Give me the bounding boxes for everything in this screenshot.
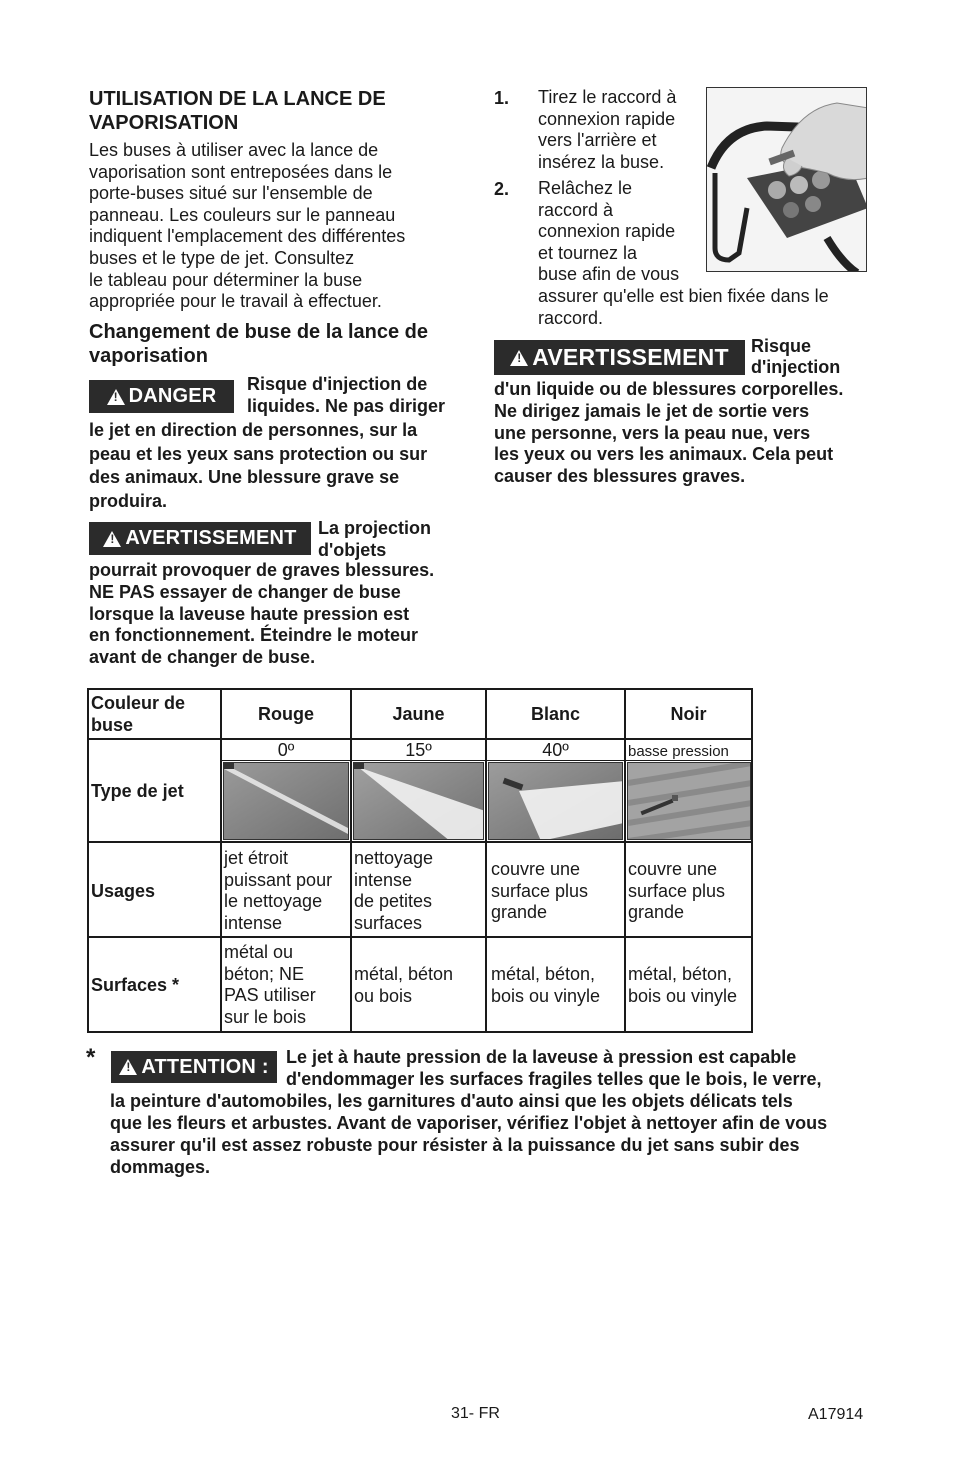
step-number: 2. <box>494 179 510 199</box>
table-rule <box>89 841 751 843</box>
subsection-title: Changement de buse de la lance de vaporisation <box>89 321 428 367</box>
usage-cell: couvre une surface plus grande <box>628 859 726 923</box>
column-header-jaune: Jaune <box>392 704 445 724</box>
footnote-star: * <box>86 1044 96 1071</box>
document-code: A17914 <box>808 1406 864 1423</box>
danger-side-text: Risque d'injection de liquides. Ne pas diriger <box>247 374 446 416</box>
spray-photo-low <box>627 762 751 840</box>
column-header-rouge: Rouge <box>258 704 314 724</box>
step-2-text: Relâchez le raccord à connexion rapide et tournez la buse afin de vous assurer qu'elle est bien fixée dans le raccord. <box>538 178 829 328</box>
nozzle-table <box>87 688 753 1033</box>
surface-cell: métal ou béton; NE PAS utiliser sur le bois <box>224 942 316 1027</box>
intro-paragraph: Les buses à utiliser avec la lance de vaporisation sont entreposées dans le porte-buses situé sur l'ensemble de panneau. Les couleurs sur le panneau indiquent l'emplacement des différentes buses et le type de jet. Consultez le tableau pour déterminer la buse appropriée pour le travail à effectuer. <box>89 140 406 312</box>
warning-badge-left: ! AVERTISSEMENT <box>89 522 311 555</box>
surface-cell: métal, béton ou bois <box>354 964 454 1006</box>
spray-0deg-image <box>224 763 349 840</box>
warning-left-side-text: La projection d'objets <box>318 518 432 560</box>
table-corner-header: Couleur de buse <box>91 693 186 735</box>
usage-cell: nettoyage intense de petites surfaces <box>354 848 434 933</box>
surface-cell: métal, béton, bois ou vinyle <box>491 964 601 1006</box>
warning-left-text: pourrait provoquer de graves blessures. NE PAS essayer de changer de buse lorsque la laveuse haute pression est en fonctionnement. Éteindre le moteur avant de changer de buse. <box>89 560 435 668</box>
warning-triangle-icon <box>107 389 125 405</box>
surface-cell: métal, béton, bois ou vinyle <box>628 964 738 1006</box>
warning-right-text: d'un liquide ou de blessures corporelles. Ne dirigez jamais le jet de sortie vers une personne, vers la peau nue, vers les yeux ou vers les animaux. Cela peut causer des blessures graves. <box>494 379 844 487</box>
spray-15deg-image <box>354 763 484 840</box>
angle-value: basse pression <box>628 743 729 760</box>
attention-text: la peinture d'automobiles, les garnitures d'auto ainsi que les objets délicats tels que les fleurs et arbustes. Avant de vaporiser, vérifiez l'objet à nettoyer afin de vous assurer qu'il est assez robuste pour résister à la puissance du jet sans subir des dommages. <box>110 1091 828 1177</box>
nozzle-hand-image <box>707 88 867 272</box>
column-header-blanc: Blanc <box>530 704 581 724</box>
danger-text: le jet en direction de personnes, sur la peau et les yeux sans protection ou sur des animaux. Une blessure grave se produira. <box>89 420 428 511</box>
spray-low-image <box>628 763 751 840</box>
row-label-usages: Usages <box>91 881 156 901</box>
attention-side-text: Le jet à haute pression de la laveuse à pression est capable d'endommager les surfaces fragiles telles que le bois, le verre, <box>286 1047 822 1089</box>
nozzle-illustration <box>706 87 867 272</box>
spray-40deg-image <box>489 763 623 840</box>
spray-photo-40deg <box>488 762 623 840</box>
angle-value: 15º <box>405 740 432 760</box>
usage-cell: couvre une surface plus grande <box>491 859 589 923</box>
spray-photo-0deg <box>223 762 349 840</box>
table-rule <box>89 936 751 938</box>
warning-triangle-icon <box>510 350 528 366</box>
attention-badge: ! ATTENTION : <box>111 1051 277 1083</box>
row-label-type: Type de jet <box>91 781 184 801</box>
column-header-noir: Noir <box>670 704 707 724</box>
angle-value: 0º <box>277 740 295 760</box>
page-number: 31- FR <box>451 1405 500 1422</box>
step-number: 1. <box>494 88 510 108</box>
table-rule <box>624 690 626 1031</box>
usage-cell: jet étroit puissant pour le nettoyage intense <box>224 848 333 933</box>
angle-value: 40º <box>542 740 569 760</box>
warning-triangle-icon <box>103 531 121 547</box>
warning-badge-right: ! AVERTISSEMENT <box>494 340 745 375</box>
warning-right-side-text: Risque d'injection <box>751 336 841 377</box>
spray-photo-15deg <box>353 762 484 840</box>
row-label-surfaces: Surfaces * <box>91 975 180 995</box>
danger-badge: ! DANGER <box>89 380 234 413</box>
warning-triangle-icon <box>119 1059 137 1075</box>
section-title: UTILISATION DE LA LANCE DE VAPORISATION <box>89 88 386 134</box>
step-1-text: Tirez le raccord à connexion rapide vers l'arrière et insérez la buse. <box>538 87 677 172</box>
